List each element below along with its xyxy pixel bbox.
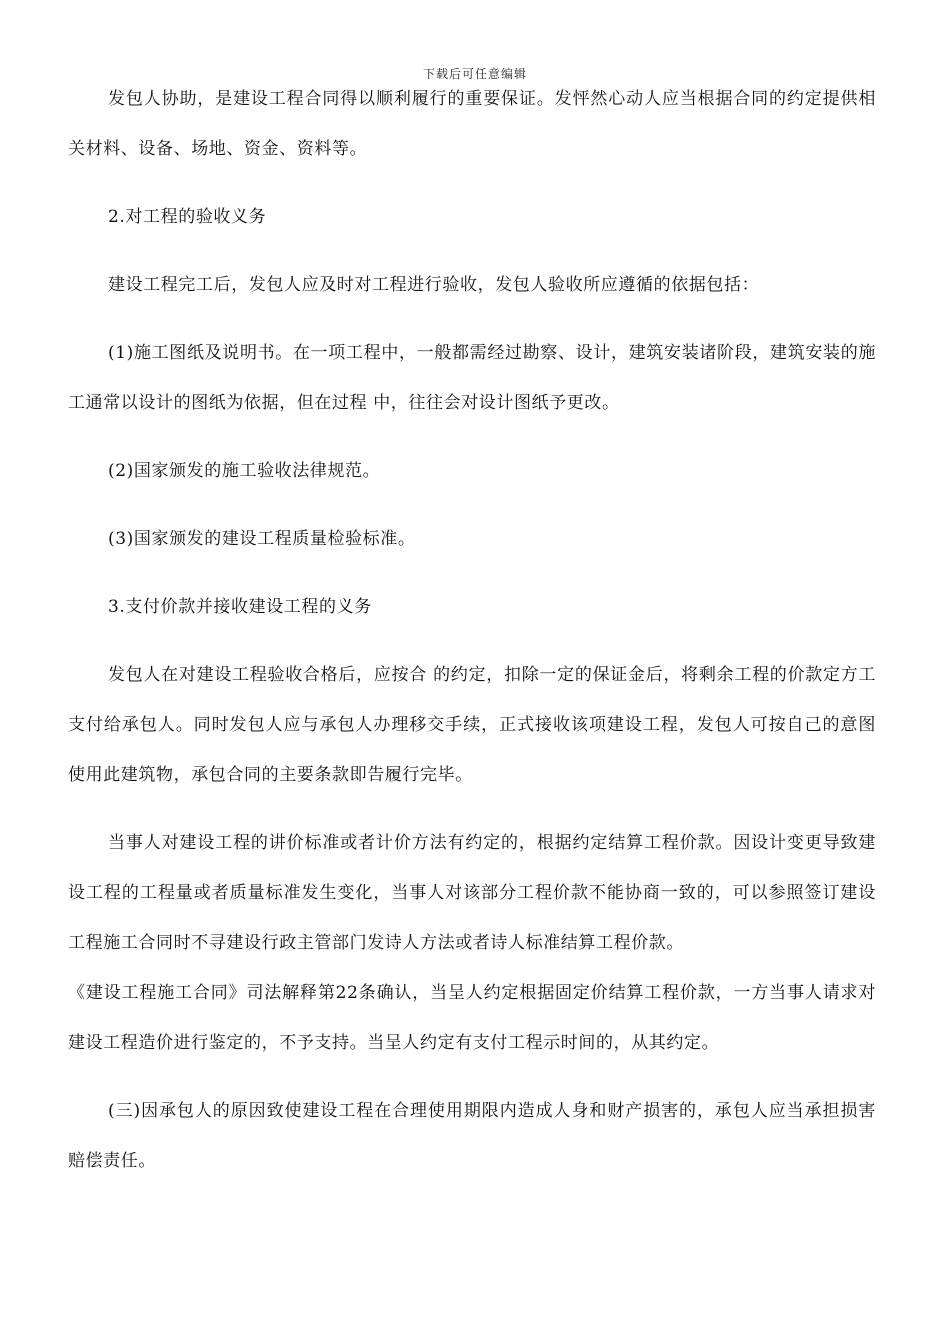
list-item-2: (2)国家颁发的施工验收法律规范。 [108,461,381,481]
paragraph-3: 建设工程完工后，发包人应及时对工程进行验收，发包人验收所应遵循的依据包括： [108,275,760,295]
paragraph-price-standard: 当事人对建设工程的讲价标准或者计价方法有约定的，根据约定结算工程价款。因设计变更导致建设工程的工程量或者质量标准发生变化，当事人对该部分工程价款不能协商一致的，可以参照签订建设工程施工合同时不寻建设行政主管部门发诗人方法或者诗人标准结算工程价款。 [68,833,876,953]
paragraph-payment: 发包人在对建设工程验收合格后，应按合 的约定，扣除一定的保证金后，将剩余工程的价款定方工支付给承包人。同时发包人应与承包人办理移交手续，正式接收该项建设工程，发包人可按自己的意图使用此建筑物，承包合同的主要条款即告履行完毕。 [68,665,876,785]
document-body [68,74,876,1186]
paragraph-1: 发包人协助，是建设工程合同得以顺利履行的重要保证。发怦然心动人应当根据合同的约定提供相关材料、设备、场地、资金、资料等。 [68,89,876,159]
section-heading-3: 3.支付价款并接收建设工程的义务 [108,597,372,617]
header-note: 下载后可任意编辑 [422,67,527,81]
paragraph-judicial-interpretation: 《建设工程施工合同》司法解释第22条确认，当呈人约定根据固定价结算工程价款，一方当事人请求对建设工程造价进行鉴定的，不予支持。当呈人约定有支付工程示时间的，从其约定。 [68,983,876,1053]
list-item-3: (3)国家颁发的建设工程质量检验标准。 [108,529,416,549]
list-item-1: (1)施工图纸及说明书。在一项工程中，一般都需经过勘察、设计，建筑安装诸阶段，建筑安装的施工通常以设计的图纸为依据，但在过程 中，往往会对设计图纸予更改。 [68,343,876,413]
paragraph-liability: (三)因承包人的原因致使建设工程在合理使用期限内造成人身和财产损害的，承包人应当承担损害赔偿责任。 [68,1101,876,1171]
section-heading-2: 2.对工程的验收义务 [108,207,267,227]
